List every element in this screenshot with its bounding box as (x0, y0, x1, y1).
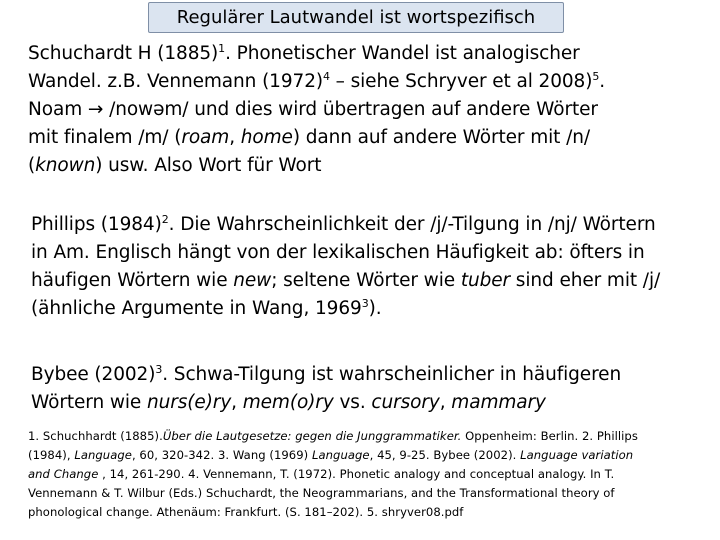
text-line: Noam → /nowəm/ und dies wird übertragen auf andere Wörter (28, 99, 598, 120)
reference-line: Vennemann & T. Wilbur (Eds.) Schuchardt, the Neogrammarians, and the Transformational theory of (28, 486, 615, 500)
text-line: in Am. Englisch hängt von der lexikalischen Häufigkeit ab: öfters in (31, 242, 645, 263)
reference-line: phonological change. Athenäum: Frankfurt. (S. 181–202). 5. shryver08.pdf (28, 505, 464, 519)
text-line: (known) usw. Also Wort für Wort (28, 155, 322, 176)
text-line: häufigen Wörtern wie new; seltene Wörter wie tuber sind eher mit /j/ (31, 270, 661, 291)
text-line: Wörtern wie nurs(e)ry, mem(o)ry vs. cursory, mammary (31, 392, 546, 413)
paragraph-phillips (31, 211, 720, 323)
reference-line: (1984), Language, 60, 320-342. 3. Wang (1969) Language, 45, 9-25. Bybee (2002). Language variation (28, 448, 634, 462)
text-line: Wandel. z.B. Vennemann $(1972)^4$ – siehe Schryver et al 2008)$^5$. (28, 69, 606, 92)
paragraph-schuchardt (28, 40, 718, 180)
text-line: Schuchardt H $(1885)^1$. Phonetischer Wandel ist analogischer (28, 41, 580, 64)
slide-title: Regulärer Lautwandel ist wortspezifisch (148, 2, 564, 33)
text-line: mit finalem /m/ (roam, home) dann auf andere Wörter mit /n/ (28, 127, 590, 148)
reference-line: and Change , 14, 261-290. 4. Vennemann, T. (1972). Phonetic analogy and conceptual analogy. In T. (28, 467, 615, 481)
text-line: (ähnliche Argumente in Wang, 1969$^3$). (31, 296, 382, 319)
reference-line: 1. Schuchhardt (1885).Über die Lautgesetze: gegen die Junggrammatiker. Oppenheim: Berlin. 2. Phillips (28, 429, 638, 443)
text-line: Bybee $(2002)^3$. Schwa-Tilgung ist wahrscheinlicher in häufigeren (31, 362, 622, 385)
paragraph-bybee (31, 361, 720, 417)
references (28, 427, 718, 522)
text-line: Phillips $(1984)^2$. Die Wahrscheinlichkeit der /j/-Tilgung in /nj/ Wörtern (31, 212, 656, 235)
